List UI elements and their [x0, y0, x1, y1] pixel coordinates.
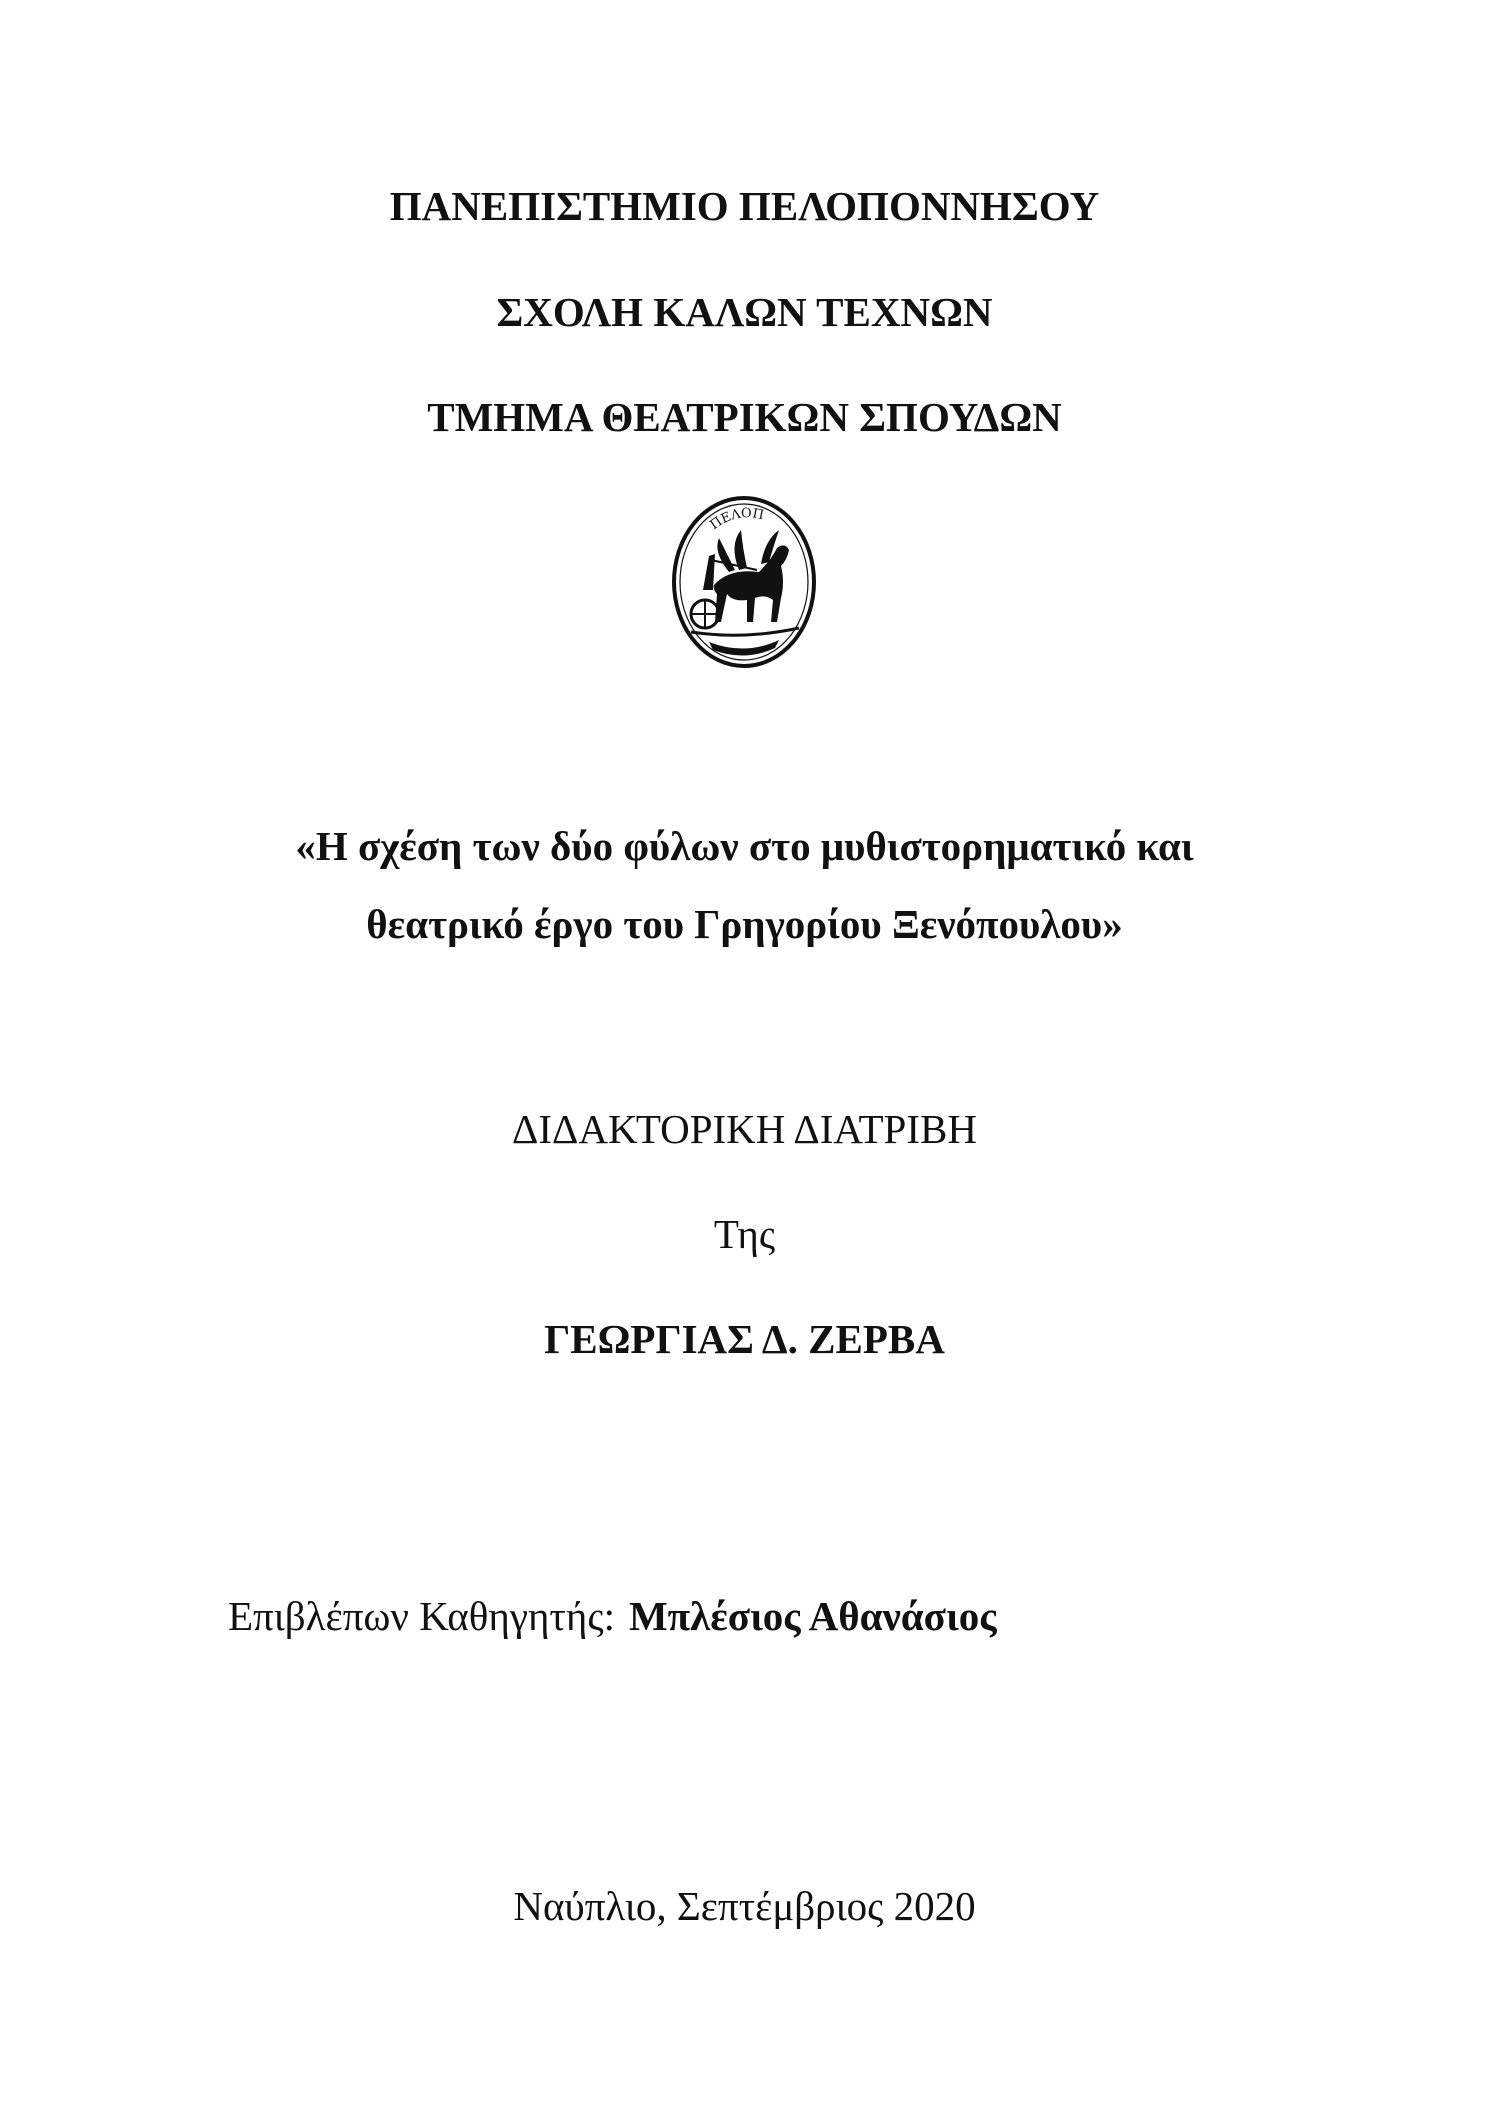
thesis-title-line-1: «Η σχέση των δύο φύλων στο μυθιστορηματικό και — [295, 823, 1194, 869]
school-name: ΣΧΟΛΗ ΚΑΛΩΝ ΤΕΧΝΩΝ — [496, 289, 993, 335]
seal-inscription: ΠΕΛΟΠ — [707, 506, 766, 534]
place-date: Ναύπλιο, Σεπτέμβριος 2020 — [513, 1883, 976, 1929]
university-name: ΠΑΝΕΠΙΣΤΗΜΙΟ ΠΕΛΟΠΟΝΝΗΣΟΥ — [389, 183, 1100, 229]
supervisor-row — [228, 1592, 997, 1640]
thesis-title-line-2: θεατρικό έργο του Γρηγορίου Ξενόπουλου» — [366, 901, 1123, 947]
university-seal-chariot-icon — [669, 490, 819, 670]
supervisor-name: Μπλέσιος Αθανάσιος — [628, 1593, 997, 1639]
author-by-label: Της — [713, 1211, 776, 1257]
supervisor-label: Επιβλέπων Καθηγητής: — [228, 1593, 615, 1639]
document-type: ΔΙΔΑΚΤΟΡΙΚΗ ΔΙΑΤΡΙΒΗ — [512, 1106, 977, 1152]
department-name: ΤΜΗΜΑ ΘΕΑΤΡΙΚΩΝ ΣΠΟΥΔΩΝ — [427, 394, 1062, 440]
author-name: ΓΕΩΡΓΙΑΣ Δ. ΖΕΡΒΑ — [544, 1316, 945, 1362]
